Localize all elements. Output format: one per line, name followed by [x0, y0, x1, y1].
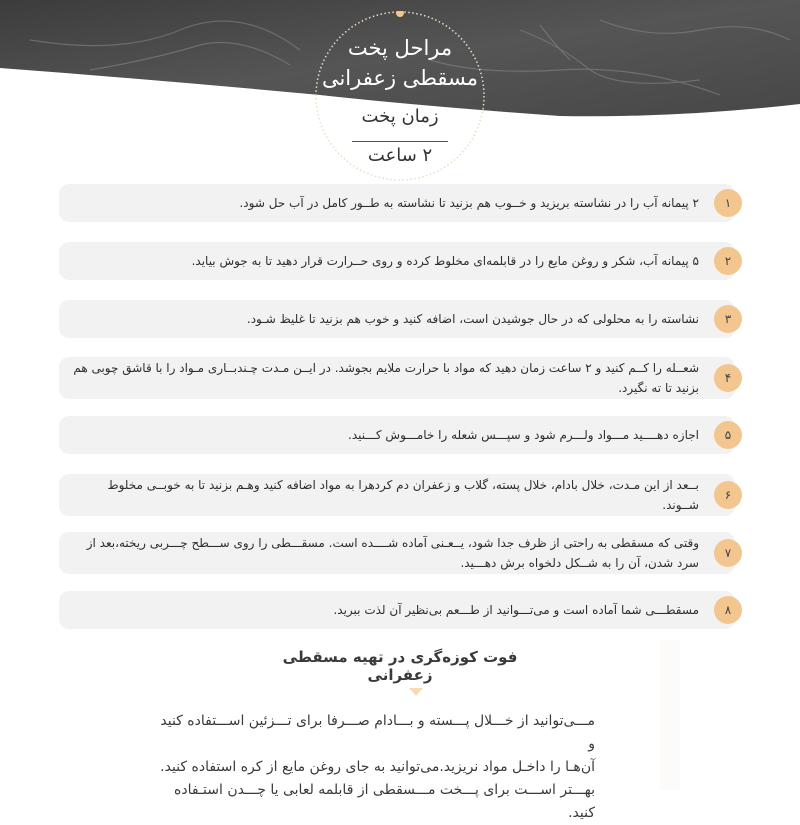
step-card	[59, 474, 735, 516]
tip-line: مـــی‌توانید از خـــلال پـــسته و بـــادام صـــرفا برای تـــزئین اســـتفاده کنید و	[160, 713, 595, 752]
page-title	[315, 33, 485, 93]
cook-time-value: ۲ ساعت	[367, 145, 433, 166]
step-number-badge: ۴	[714, 364, 742, 392]
step-number-badge: ۶	[714, 481, 742, 509]
divider	[352, 141, 448, 142]
step-number-badge: ۳	[714, 305, 742, 333]
step-text: شعــله را کــم کنید و ۲ ساعت زمان دهید که مواد با حرارت ملایم بجوشد. در ایــن مـدت چـندبــاری مـواد را با قاشق چوبی هم بزنید تا ته نگیرد.	[73, 361, 699, 395]
decorative-strip	[660, 640, 680, 790]
step-number-badge: ۸	[714, 596, 742, 624]
step-card	[59, 532, 735, 574]
step-card	[59, 357, 735, 399]
step-number-badge: ۷	[714, 539, 742, 567]
tip-body	[155, 710, 595, 825]
step-text: ۲ پیمانه آب را در نشاسته بریزید و خــوب هم بزنید تا نشاسته به طــور کامل در آب حل شود.	[239, 196, 699, 210]
step-card	[59, 300, 735, 338]
step-card	[59, 242, 735, 280]
title-line-2: مسقطی زعفرانی	[321, 66, 479, 90]
triangle-down-icon	[409, 688, 423, 696]
step-text: مسقطـــی شما آماده است و می‌تـــوانید از طـــعم بی‌نظیر آن لذت ببرید.	[333, 603, 699, 617]
step-text: وقتی که مسقطی به راحتی از ظرف جدا شود، یــعـنی آماده شــــده است. مسقـــطی را روی ســـطح چـــربی ریخته،بعد از سرد شدن، آن را به شــکل دلخواه برش دهـــید.	[86, 536, 699, 570]
step-text: نشاسته را به محلولی که در حال جوشیدن است، اضافه کنید و خوب هم بزنید تا غلیظ شـود.	[246, 312, 699, 326]
step-text: ۵ پیمانه آب، شکر و روغن مایع را در قابلمه‌ای مخلوط کرده و روی حــرارت قرار دهید تا به جوش بیاید.	[191, 254, 699, 268]
step-card	[59, 591, 735, 629]
title-medallion	[315, 11, 485, 181]
step-text: بــعد از این مـدت، خلال بادام، خلال پسته، گلاب و زعفران دم کردهرا به مواد اضافه کنید وهـم بزنید تا به خوبــی مخلوط شــوند.	[107, 478, 699, 512]
cook-time-label: زمان پخت	[361, 106, 439, 127]
step-text: اجازه دهــــید مـــواد ولـــرم شود و سپـــس شعله را خامـــوش کـــنید.	[348, 428, 699, 442]
step-card	[59, 416, 735, 454]
step-card	[59, 184, 735, 222]
step-number-badge: ۵	[714, 421, 742, 449]
step-number-badge: ۱	[714, 189, 742, 217]
step-number-badge: ۲	[714, 247, 742, 275]
tip-line: آن‌هـا را داخـل مواد نریزید.می‌توانید به جای روغن مایع از کره استفاده کنید.	[160, 759, 595, 775]
tip-heading: فوت کوزه‌گری در تهیه مسقطی زعفرانی	[282, 648, 518, 684]
tip-line: بهـــتر اســـت برای پـــخت مـــسقطی از قابلمه لعابی یا چـــدن استـفاده کنید.	[174, 782, 595, 821]
title-line-1: مراحل پخت	[347, 36, 453, 60]
accent-dot-icon	[396, 11, 404, 17]
